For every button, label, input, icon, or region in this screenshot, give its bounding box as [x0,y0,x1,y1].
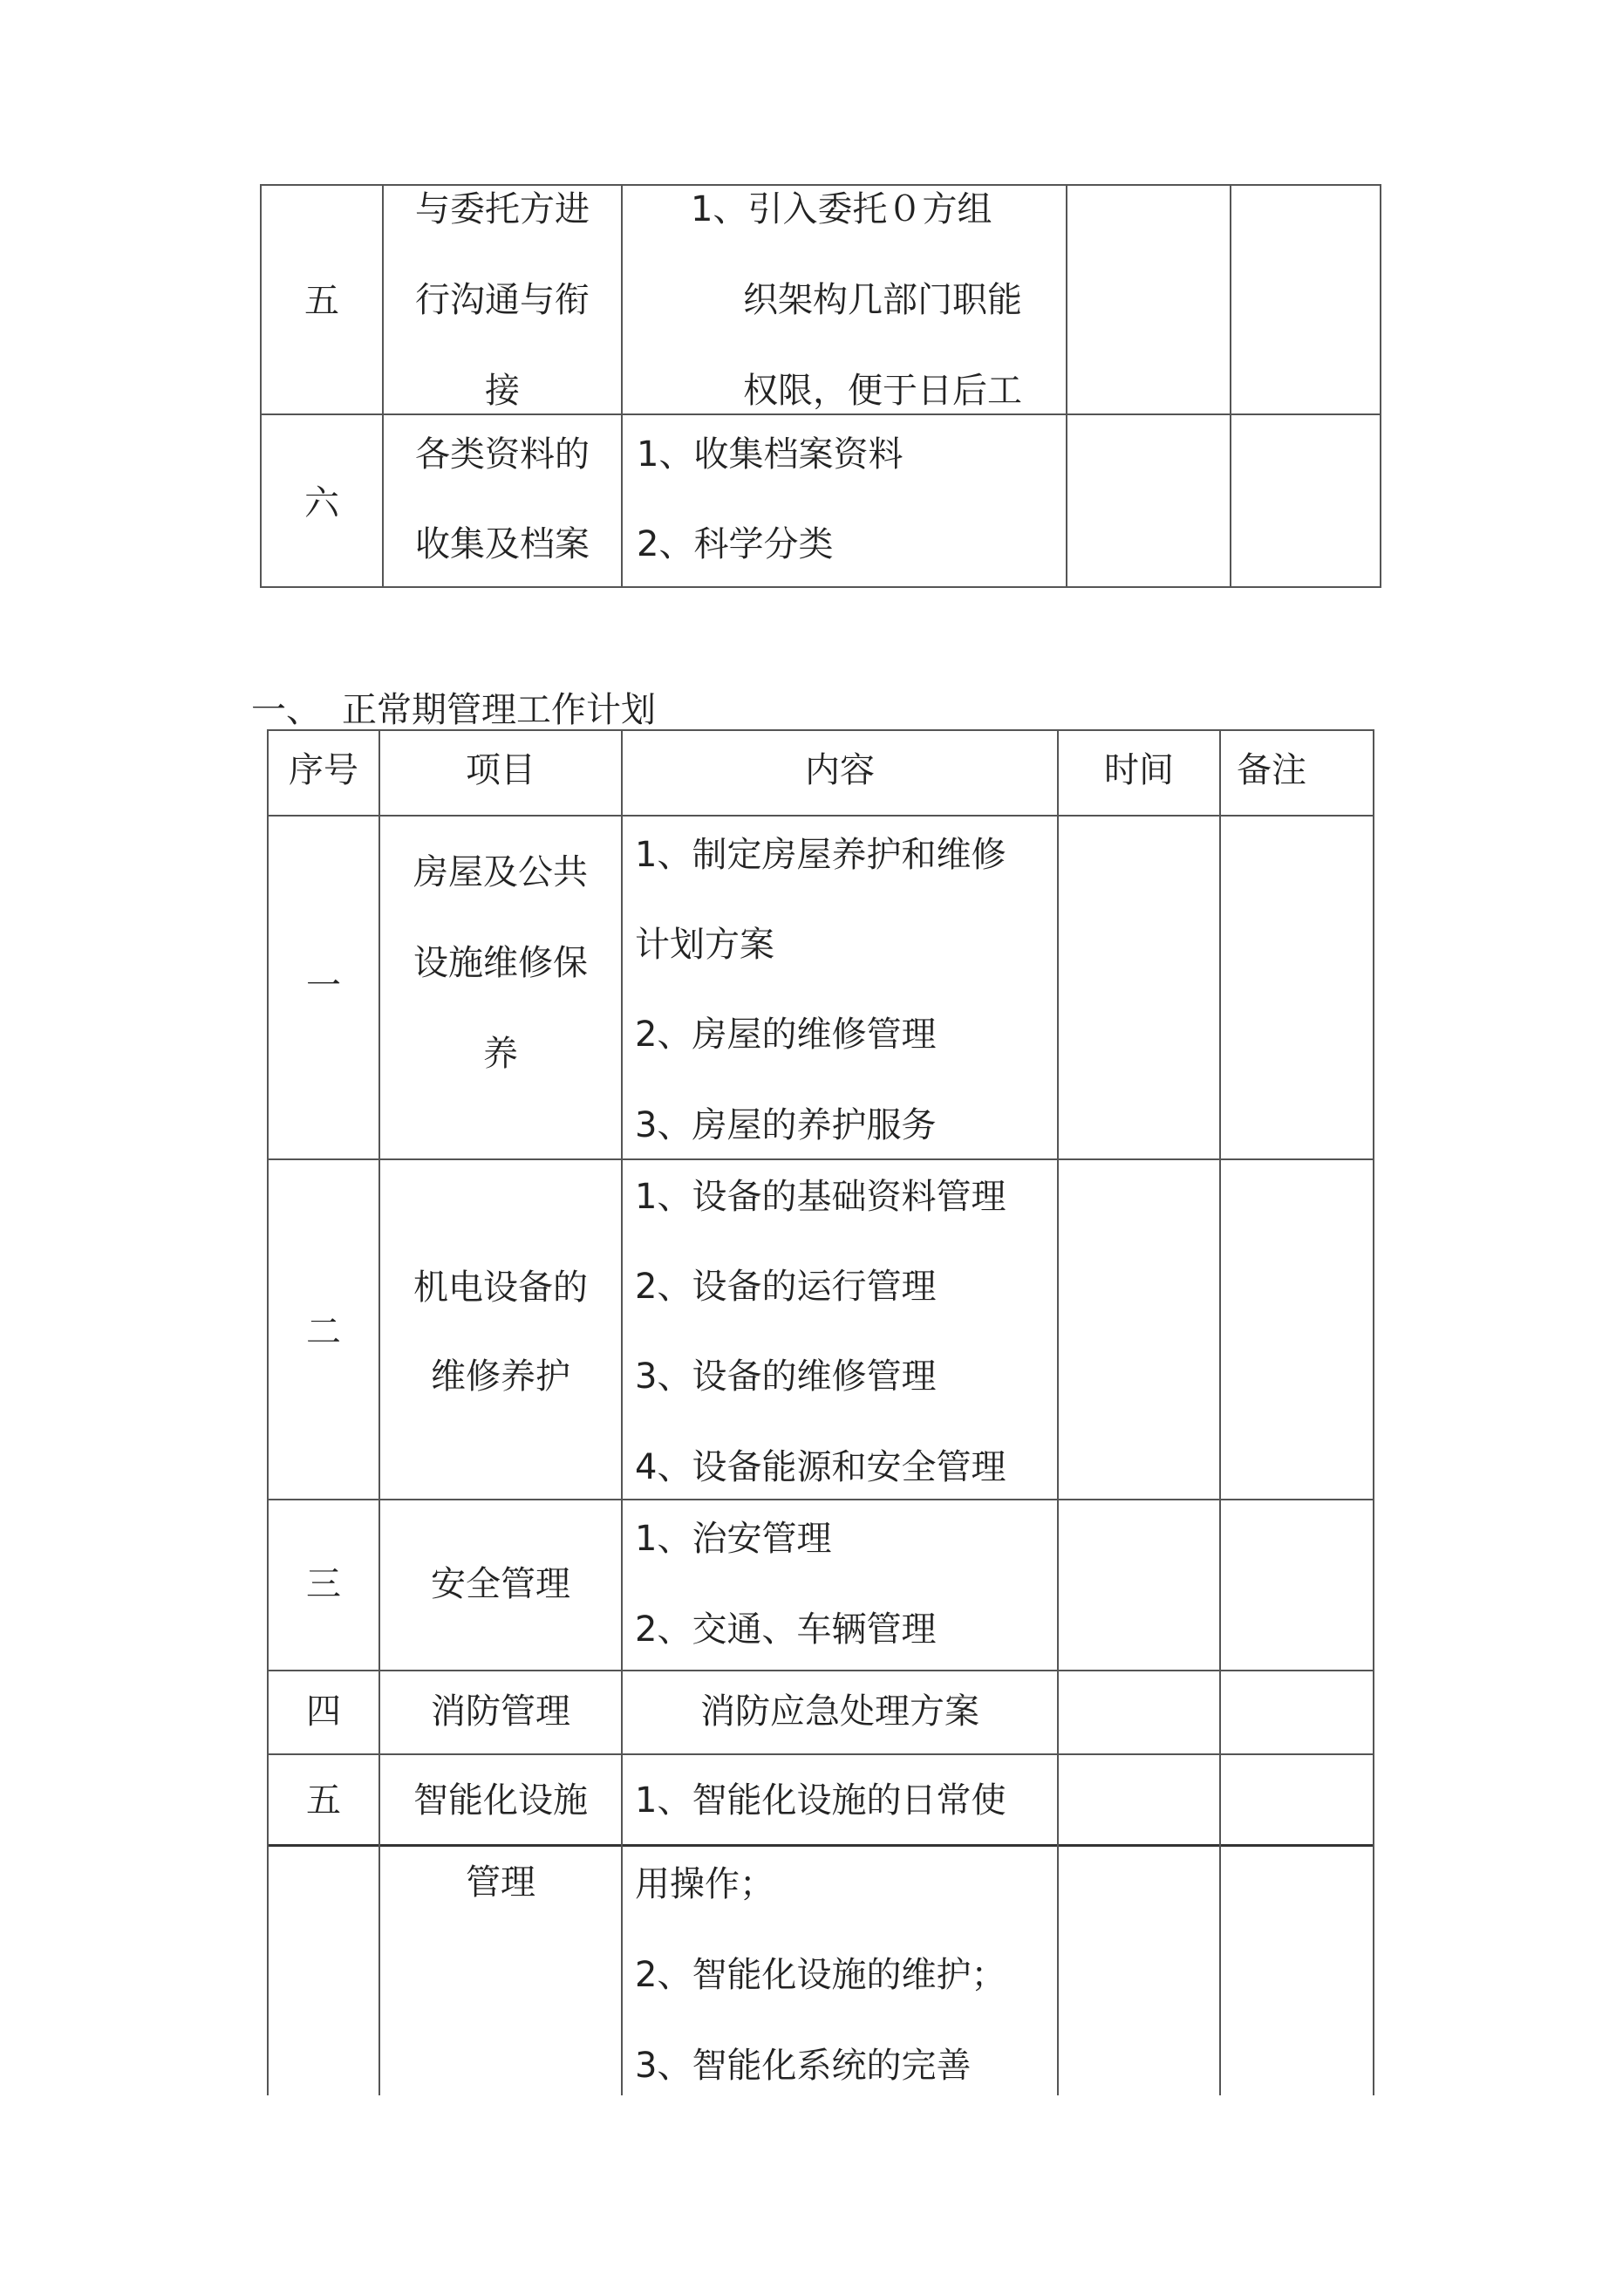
table-main-border-top [267,729,1374,731]
table-top-col-line [260,184,262,588]
table-cell-project: 管理 [466,1862,535,1903]
table-cell-content: 2、交通、车辆管理 [635,1609,937,1650]
table-cell-content: 4、设备能源和安全管理 [635,1447,1006,1487]
table-cell-content: 1、收集档案资料 [637,434,904,475]
table-top-border-bottom [260,586,1381,588]
table-cell-seq: 六 [304,483,339,523]
table-top-col-line [1066,184,1067,588]
table-cell-project: 收集及档案 [415,524,590,564]
table-main-row-divider [267,1670,1374,1671]
header-time: 时间 [1104,750,1174,790]
header-project: 项目 [466,750,535,790]
table-main-row-divider [267,1499,1374,1500]
table-main-row-divider [267,1158,1374,1160]
table-cell-project: 智能化设施 [413,1780,588,1821]
table-cell-content: 1、治安管理 [635,1519,832,1559]
section-title: 正常期管理工作计划 [342,690,656,730]
table-cell-content: 用操作； [635,1864,774,1904]
table-cell-content: 计划方案 [635,925,774,965]
table-cell-project: 养 [483,1034,518,1074]
table-cell-project: 安全管理 [431,1564,570,1604]
table-cell-project: 接 [485,371,520,411]
table-cell-content: 1、设备的基础资料管理 [635,1177,1006,1217]
table-cell-content: 2、设备的运行管理 [635,1267,937,1307]
table-cell-project: 各类资料的 [415,434,590,475]
table-cell-content: 消防应急处理方案 [700,1691,979,1732]
table-cell-content: 权限，便于日后工 [743,371,1022,411]
table-top-col-line [621,184,623,588]
table-cell-content: 2、智能化设施的维护； [635,1955,1006,1995]
table-cell-project: 维修养护 [431,1356,570,1397]
header-content: 内容 [805,750,875,790]
table-cell-content: 1、引入委托０方组 [691,189,992,229]
table-cell-content: 1、制定房屋养护和维修 [635,835,1006,875]
table-cell-content: 1、智能化设施的日常使 [635,1780,1006,1821]
table-cell-seq: 五 [306,1780,341,1821]
table-main-col-line [621,729,623,2095]
table-cell-project: 房屋及公共 [413,852,588,892]
table-cell-content: 3、房屋的养护服务 [635,1105,937,1145]
header-seq: 序号 [289,750,358,790]
table-cell-content: 织架构几部门职能 [743,280,1022,320]
table-top-row-divider [260,413,1381,415]
table-cell-seq: 四 [306,1691,341,1732]
table-main-header-divider [267,815,1374,817]
table-main-col-line [1057,729,1059,2095]
table-main-row-divider [267,1753,1374,1755]
table-cell-seq: 一 [306,966,341,1006]
table-main-col-line [1373,729,1374,2095]
table-top-border-top [260,184,1381,186]
table-cell-seq: 三 [306,1564,341,1604]
table-cell-seq: 二 [306,1312,341,1352]
table-cell-project: 与委托方进 [415,189,590,229]
table-main-col-line [1219,729,1221,2095]
table-main-col-line [267,729,269,2095]
table-cell-content: 3、智能化系统的完善 [635,2046,972,2086]
table-cell-project: 行沟通与衔 [415,280,590,320]
table-cell-content: 3、设备的维修管理 [635,1356,937,1397]
table-cell-project: 设施维修保 [413,943,588,983]
section-number: 一、 [251,690,321,730]
table-cell-project: 机电设备的 [413,1268,588,1308]
table-top-col-line [1230,184,1231,588]
table-main-page-break-line [267,1844,1374,1847]
table-cell-content: 2、房屋的维修管理 [635,1015,937,1055]
table-top-col-line [1380,184,1381,588]
table-cell-project: 消防管理 [431,1691,570,1732]
header-remark: 备注 [1237,750,1306,790]
table-cell-seq: 五 [304,281,339,321]
table-cell-content: 2、科学分类 [637,524,834,564]
